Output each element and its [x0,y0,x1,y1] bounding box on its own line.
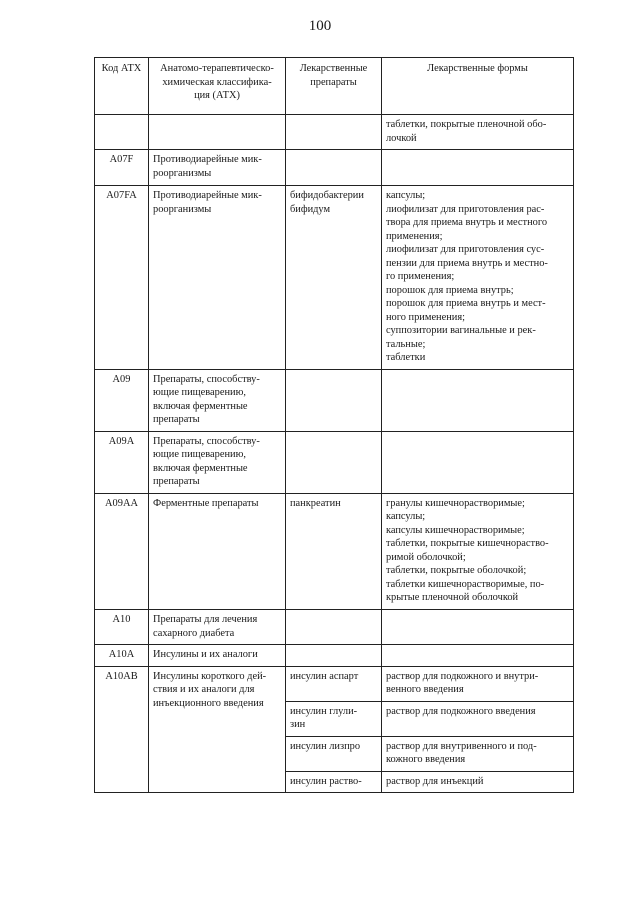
drug-name: инсулин раство- [286,771,382,793]
atx-code: A10AB [95,666,149,793]
table-row [95,609,574,644]
atx-code [95,115,149,150]
table-header-row [95,58,574,115]
atx-name: Противодиарейные мик- роорганизмы [149,150,286,186]
header-code: Код АТХ [95,58,149,115]
dosage-forms [382,150,574,186]
atx-code: A09AA [95,493,149,609]
drug-name [286,609,382,644]
dosage-forms [382,431,574,493]
header-forms: Лекарственные формы [382,58,574,115]
atx-code: A09A [95,431,149,493]
dosage-forms: раствор для инъекций [382,771,574,793]
table-row [95,493,574,609]
dosage-forms: раствор для подкожного введения [382,701,574,736]
atx-name: Препараты, способству- ющие пищеварению, включая ферментные препараты [149,369,286,431]
table-row [95,150,574,186]
table-row [95,186,574,370]
header-drugs: Лекарственные препараты [286,58,382,115]
dosage-forms [382,645,574,667]
atx-code: A09 [95,369,149,431]
drug-name: инсулин лизпро [286,736,382,771]
atx-code: A10 [95,609,149,644]
atx-code: A07F [95,150,149,186]
atx-name: Ферментные препараты [149,493,286,609]
drug-name [286,150,382,186]
atx-table [94,57,574,793]
drug-name: инсулин аспарт [286,666,382,701]
dosage-forms: раствор для внутривенного и под- кожного введения [382,736,574,771]
atx-name [149,115,286,150]
atx-code: A07FA [95,186,149,370]
table-row [95,645,574,667]
drug-name [286,431,382,493]
table-row [95,115,574,150]
dosage-forms: капсулы; лиофилизат для приготовления рас- твора для приема внутрь и местного применения; лиофилизат для приготовления сус- пензии для приема внутрь и местно- го применения; порошок для приема внутрь; порошок для приема внутрь и мест- ного применения; суппозитории вагинальные и рек- тальные; таблетки [382,186,574,370]
dosage-forms: гранулы кишечнорастворимые; капсулы; капсулы кишечнорастворимые; таблетки, покрытые кишечнораство- римой оболочкой; таблетки, покрытые оболочкой; таблетки кишечнорастворимые, по- крытые пленочной оболочкой [382,493,574,609]
drug-name [286,369,382,431]
table-row [95,666,574,701]
atx-name: Противодиарейные мик- роорганизмы [149,186,286,370]
table-row [95,431,574,493]
atx-name: Инсулины короткого дей- ствия и их аналоги для инъекционного введения [149,666,286,793]
dosage-forms: таблетки, покрытые пленочной обо- лочкой [382,115,574,150]
page-number: 100 [308,18,332,34]
table-row [95,369,574,431]
dosage-forms [382,369,574,431]
header-classification: Анатомо-терапевтическо- химическая классифика- ция (АТХ) [149,58,286,115]
atx-name: Препараты, способству- ющие пищеварению, включая ферментные препараты [149,431,286,493]
dosage-forms [382,609,574,644]
drug-name: панкреатин [286,493,382,609]
drug-name [286,645,382,667]
atx-code: A10A [95,645,149,667]
atx-name: Препараты для лечения сахарного диабета [149,609,286,644]
drug-name: инсулин глули- зин [286,701,382,736]
drug-name [286,115,382,150]
atx-name: Инсулины и их аналоги [149,645,286,667]
drug-name: бифидобактерии бифидум [286,186,382,370]
dosage-forms: раствор для подкожного и внутри- венного введения [382,666,574,701]
